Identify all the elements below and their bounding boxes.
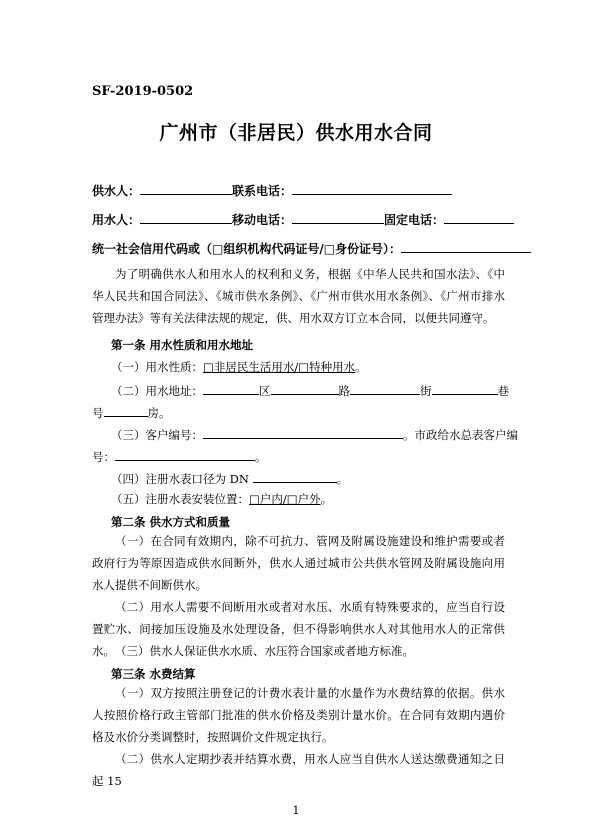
meter-dn-blank[interactable] xyxy=(253,470,337,483)
user-blank[interactable] xyxy=(140,211,232,224)
document-title: 广州市（非居民）供水用水合同 xyxy=(159,122,433,144)
credit-code-label: 统一社会信用代码或（□组织机构代码证号/□身份证号）： xyxy=(92,242,402,256)
contact-phone-blank[interactable] xyxy=(292,182,452,195)
intro-paragraph: 为了明确供水人和用水人的权利和义务，根据《中华人民共和国水法》、《中华人民共和国合同法》、《城市供水条例》、《广州市供水用水条例》、《广州市排水管理办法》等有关法律法规的规定，供、用水双方订立本合同，以便共同遵守。 xyxy=(92,267,505,325)
article3-paragraph-1: （一）双方按照注册登记的计费水表计量的水量作为水费结算的依据。供水人按照价格行政主管部门批准的供水价格及类别计量水价。在合同有效期内遇价格及水价分类调整时，按照调价文件规定执行。 xyxy=(92,686,505,744)
article1-nature: （一）用水性质：□非居民生活用水/□特种用水。 xyxy=(111,360,367,374)
supplier-blank[interactable] xyxy=(140,182,232,195)
customer-number-blank[interactable] xyxy=(203,426,403,439)
article1-address: （二）用水地址： 区 路 街 巷 xyxy=(111,384,509,398)
credit-code-row xyxy=(92,240,531,257)
landline-blank[interactable] xyxy=(444,211,514,224)
article3-title: 第三条 水费结算 xyxy=(111,667,196,681)
nature-options[interactable]: □非居民生活用水/□特种用水 xyxy=(203,360,356,374)
credit-code-blank[interactable] xyxy=(401,240,531,253)
document-code: SF-2019-0502 xyxy=(92,84,194,99)
article1-location: （五）注册水表安装位置：□户内/□户外。 xyxy=(111,492,333,506)
user-label: 用水人： xyxy=(92,213,141,227)
article1-customer: （三）客户编号： 。市政给水总表客户编 xyxy=(111,428,518,442)
supplier-row xyxy=(92,182,452,199)
road-blank[interactable] xyxy=(271,382,339,395)
street-blank[interactable] xyxy=(350,382,420,395)
article2-paragraph-2: （二）用水人需要不间断用水或者对水压、水质有特殊要求的，应当自行设置贮水、间接加压设施及水处理设备，但不得影响供水人对其他用水人的正常供水。 xyxy=(92,600,505,658)
article2-title: 第二条 供水方式和质量 xyxy=(111,515,231,529)
master-meter-number-blank[interactable] xyxy=(115,448,255,461)
article1-address-cont: 号 房。 xyxy=(92,406,171,420)
contact-phone-label: 联系电话： xyxy=(232,184,293,198)
article1-title: 第一条 用水性质和用水地址 xyxy=(111,338,254,352)
article2-paragraph-3: （三）供水人保证供水水质、水压符合国家或者地方标准。 xyxy=(115,644,414,658)
page-number: 1 xyxy=(292,804,300,817)
supplier-label: 供水人： xyxy=(92,184,141,198)
article2-paragraph-1: （一）在合同有效期内，除不可抗力、管网及附属设施建设和维护需要或者政府行为等原因造成供水间断外，供水人通过城市公共供水管网及附属设施向用水人提供不间断供水。 xyxy=(92,534,505,592)
article3-paragraph-2: （二）供水人定期抄表并结算水费，用水人应当自供水人送达缴费通知之日起 15 xyxy=(92,752,505,788)
district-blank[interactable] xyxy=(203,382,259,395)
landline-label: 固定电话： xyxy=(384,213,445,227)
lane-blank[interactable] xyxy=(432,382,498,395)
mobile-blank[interactable] xyxy=(292,211,384,224)
article1-customer-cont: 号： 。 xyxy=(92,450,267,464)
user-row xyxy=(92,211,514,228)
article1-meter: （四）注册水表口径为 DN 。 xyxy=(111,472,349,486)
number-blank[interactable] xyxy=(104,404,148,417)
mobile-label: 移动电话： xyxy=(232,213,293,227)
location-options[interactable]: □户内/□户外 xyxy=(249,492,321,506)
